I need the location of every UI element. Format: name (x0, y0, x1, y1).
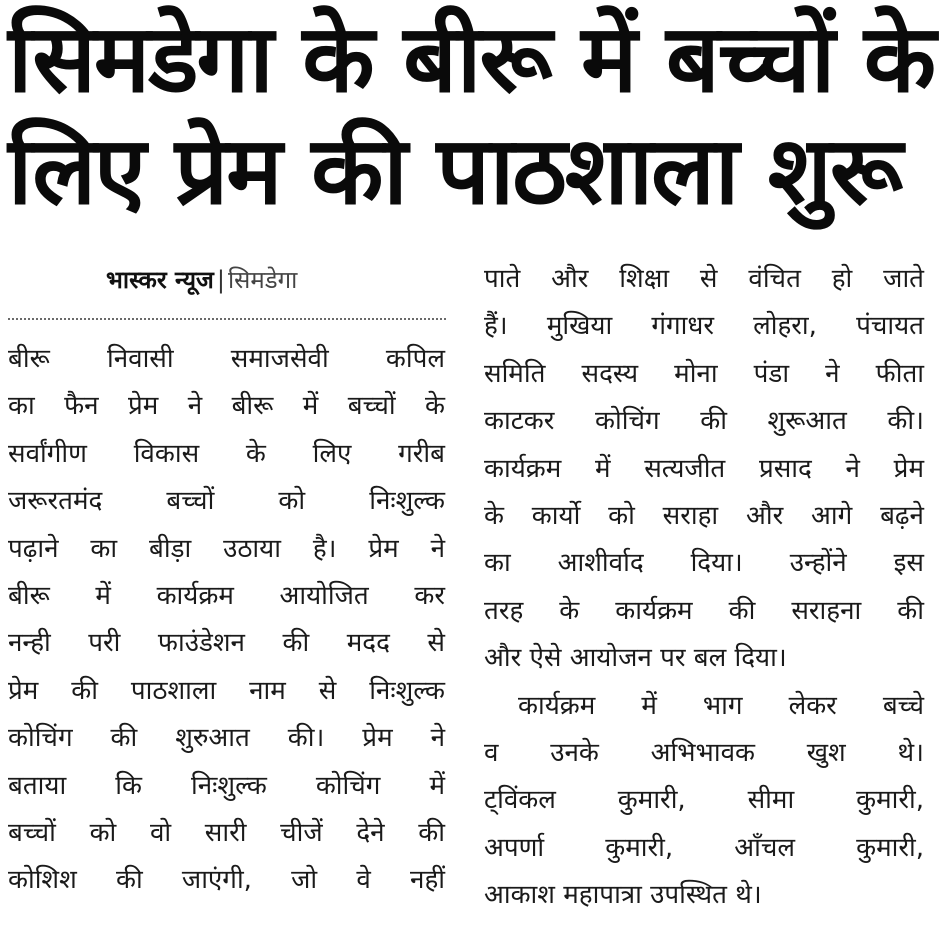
column-line: के कार्यो को सराहा और आगे बढ़ने (484, 500, 924, 531)
column-line: ट्विंकल कुमारी, सीमा कुमारी, (484, 785, 924, 816)
column-line: कोशिश की जाएंगी, जो वे नहीं (8, 865, 445, 896)
column-line: अपर्णा कुमारी, आँचल कुमारी, (484, 832, 924, 863)
column-line: पाते और शिक्षा से वंचित हो जाते (484, 264, 924, 294)
headline-line-1: सिमडेगा के बीरू में बच्चों के (8, 5, 935, 114)
column-line: बच्चों को वो सारी चीजें देने की (8, 817, 445, 848)
column-line: कार्यक्रम में सत्यजीत प्रसाद ने प्रेम (484, 453, 924, 484)
article-column-2 (484, 256, 924, 919)
byline-source: भास्कर न्यूज (106, 266, 214, 294)
headline-line-2: लिए प्रेम की पाठशाला शुरू (8, 117, 901, 226)
column-line: काटकर कोचिंग की शुरूआत की। (484, 406, 924, 437)
column-line: व उनके अभिभावक खुश थे। (484, 737, 924, 768)
column-line: कोचिंग की शुरुआत की। प्रेम ने (8, 723, 445, 754)
column-line: आकाश महापात्रा उपस्थित थे। (484, 880, 762, 911)
headline (8, 4, 938, 228)
column-line: सर्वांगीण विकास के लिए गरीब (8, 438, 445, 469)
column-line: बीरू निवासी समाजसेवी कपिल (8, 344, 445, 374)
column-line: जरूरतमंद बच्चों को निःशुल्क (8, 486, 445, 517)
byline-separator: | (216, 266, 225, 294)
column-line: प्रेम की पाठशाला नाम से निःशुल्क (8, 675, 445, 706)
column-line: हैं। मुखिया गंगाधर लोहरा, पंचायत (484, 311, 924, 342)
column-line: नन्ही परी फाउंडेशन की मदद से (8, 628, 445, 659)
column-line: तरह के कार्यक्रम की सराहना की (484, 595, 924, 626)
byline (106, 262, 297, 298)
column-line: बीरू में कार्यक्रम आयोजित कर (8, 580, 445, 611)
column-line: समिति सदस्य मोना पंडा ने फीता (484, 358, 924, 389)
byline-location: सिमडेगा (227, 266, 298, 294)
column-line: पढ़ाने का बीड़ा उठाया है। प्रेम ने (8, 533, 445, 564)
column-line: और ऐसे आयोजन पर बल दिया। (484, 643, 787, 674)
column-line: बताया कि निःशुल्क कोचिंग में (8, 770, 445, 801)
dotted-divider (8, 318, 446, 320)
column-line: कार्यक्रम में भाग लेकर बच्चे (518, 690, 924, 721)
column-line: का फैन प्रेम ने बीरू में बच्चों के (8, 391, 445, 422)
column-line: का आशीर्वाद दिया। उन्होंने इस (484, 548, 924, 579)
article-column-1 (8, 336, 445, 905)
